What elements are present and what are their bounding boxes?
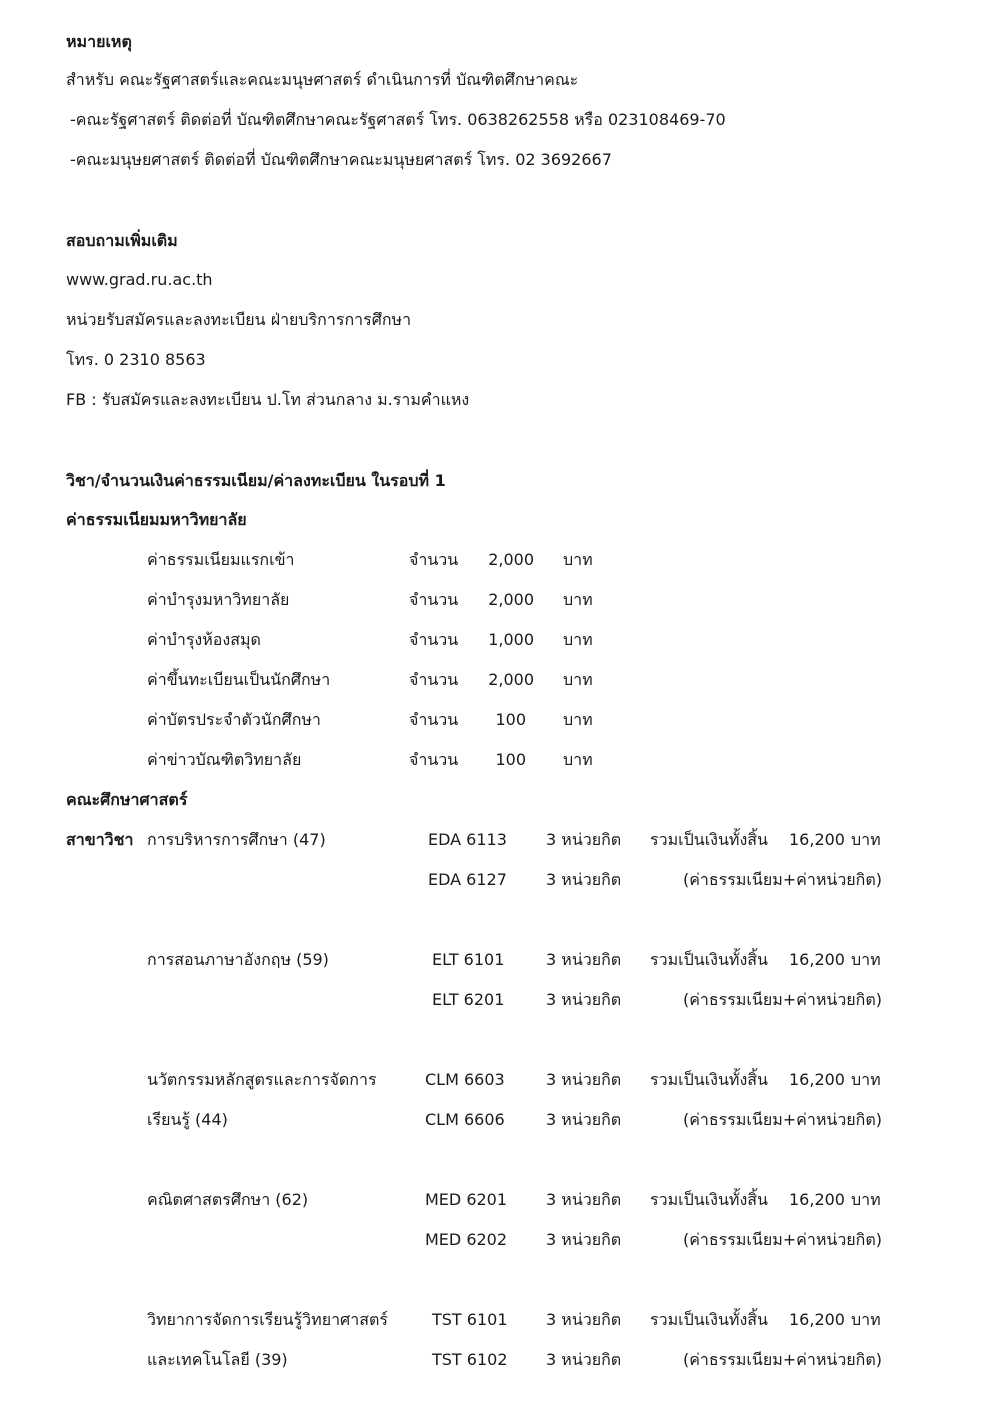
major-label: สาขาวิชา bbox=[66, 830, 134, 849]
faculty-title: คณะศึกษาศาสตร์ bbox=[66, 790, 188, 809]
course-credits: 3 หน่วยกิต bbox=[546, 1110, 622, 1129]
course-credits: 3 หน่วยกิต bbox=[546, 1070, 622, 1089]
fee-name: ค่าธรรมเนียมแรกเข้า bbox=[147, 550, 295, 569]
fee-amount: 2,000 bbox=[488, 670, 534, 689]
course-code: ELT 6201 bbox=[432, 990, 505, 1009]
contact-phone: โทร. 0 2310 8563 bbox=[66, 350, 206, 369]
total-unit: บาท bbox=[851, 1190, 881, 1209]
fee-unit: บาท bbox=[563, 550, 593, 569]
course-code: ELT 6101 bbox=[432, 950, 505, 969]
course-credits: 3 หน่วยกิต bbox=[546, 990, 622, 1009]
notes-line-3: -คณะมนุษยศาสตร์ ติดต่อที่ บัณฑิตศึกษาคณะมนุษยศาสตร์ โทร. 02 3692667 bbox=[70, 150, 612, 169]
total-unit: บาท bbox=[851, 830, 881, 849]
contact-heading: สอบถามเพิ่มเติม bbox=[66, 231, 178, 250]
course-credits: 3 หน่วยกิต bbox=[546, 950, 622, 969]
fee-qty-label: จำนวน bbox=[409, 550, 459, 569]
contact-website[interactable]: www.grad.ru.ac.th bbox=[66, 270, 213, 289]
fee-unit: บาท bbox=[563, 590, 593, 609]
total-note: (ค่าธรรมเนียม+ค่าหน่วยกิต) bbox=[682, 870, 882, 889]
course-code: EDA 6113 bbox=[428, 830, 507, 849]
fee-amount: 2,000 bbox=[488, 590, 534, 609]
total-label: รวมเป็นเงินทั้งสิ้น bbox=[650, 830, 768, 849]
total-amount: 16,200 bbox=[789, 950, 845, 969]
fee-name: ค่าบำรุงมหาวิทยาลัย bbox=[147, 590, 290, 609]
total-label: รวมเป็นเงินทั้งสิ้น bbox=[650, 1190, 768, 1209]
course-credits: 3 หน่วยกิต bbox=[546, 1190, 622, 1209]
total-amount: 16,200 bbox=[789, 830, 845, 849]
course-credits: 3 หน่วยกิต bbox=[546, 1310, 622, 1329]
total-amount: 16,200 bbox=[789, 1190, 845, 1209]
fee-name: ค่าบัตรประจำตัวนักศึกษา bbox=[147, 710, 321, 729]
total-unit: บาท bbox=[851, 1070, 881, 1089]
course-code: TST 6102 bbox=[432, 1350, 508, 1369]
notes-heading: หมายเหตุ bbox=[66, 32, 132, 51]
total-label: รวมเป็นเงินทั้งสิ้น bbox=[650, 1070, 768, 1089]
fee-unit: บาท bbox=[563, 710, 593, 729]
university-fees-title: ค่าธรรมเนียมมหาวิทยาลัย bbox=[66, 510, 247, 529]
fee-amount: 2,000 bbox=[488, 550, 534, 569]
fee-amount: 1,000 bbox=[488, 630, 534, 649]
fee-qty-label: จำนวน bbox=[409, 590, 459, 609]
contact-facebook: FB : รับสมัครและลงทะเบียน ป.โท ส่วนกลาง ม.รามคำแหง bbox=[66, 390, 470, 409]
program-name: วิทยาการจัดการเรียนรู้วิทยาศาสตร์ bbox=[147, 1310, 388, 1329]
total-label: รวมเป็นเงินทั้งสิ้น bbox=[650, 950, 768, 969]
course-credits: 3 หน่วยกิต bbox=[546, 870, 622, 889]
fee-amount: 100 bbox=[495, 750, 526, 769]
fee-unit: บาท bbox=[563, 630, 593, 649]
program-name-cont: และเทคโนโลยี (39) bbox=[147, 1350, 288, 1369]
total-amount: 16,200 bbox=[789, 1310, 845, 1329]
fee-name: ค่าบำรุงห้องสมุด bbox=[147, 630, 261, 649]
program-name: การบริหารการศึกษา (47) bbox=[147, 830, 326, 849]
fee-unit: บาท bbox=[563, 750, 593, 769]
notes-line-1: สำหรับ คณะรัฐศาสตร์และคณะมนุษศาสตร์ ดำเนินการที่ บัณฑิตศึกษาคณะ bbox=[66, 70, 579, 89]
fee-qty-label: จำนวน bbox=[409, 670, 459, 689]
fees-section-title: วิชา/จำนวนเงินค่าธรรมเนียม/ค่าลงทะเบียน ในรอบที่ 1 bbox=[66, 471, 446, 490]
total-unit: บาท bbox=[851, 1310, 881, 1329]
fee-name: ค่าข่าวบัณฑิตวิทยาลัย bbox=[147, 750, 302, 769]
total-label: รวมเป็นเงินทั้งสิ้น bbox=[650, 1310, 768, 1329]
course-credits: 3 หน่วยกิต bbox=[546, 1350, 622, 1369]
fee-qty-label: จำนวน bbox=[409, 750, 459, 769]
course-code: CLM 6603 bbox=[425, 1070, 505, 1089]
fee-qty-label: จำนวน bbox=[409, 630, 459, 649]
program-name: คณิตศาสตรศึกษา (62) bbox=[147, 1190, 309, 1209]
program-name-cont: เรียนรู้ (44) bbox=[147, 1110, 228, 1129]
course-code: CLM 6606 bbox=[425, 1110, 505, 1129]
fee-qty-label: จำนวน bbox=[409, 710, 459, 729]
total-note: (ค่าธรรมเนียม+ค่าหน่วยกิต) bbox=[682, 1110, 882, 1129]
notes-line-2: -คณะรัฐศาสตร์ ติดต่อที่ บัณฑิตศึกษาคณะรัฐศาสตร์ โทร. 0638262558 หรือ 023108469-70 bbox=[70, 110, 726, 129]
course-code: EDA 6127 bbox=[428, 870, 507, 889]
total-unit: บาท bbox=[851, 950, 881, 969]
fee-unit: บาท bbox=[563, 670, 593, 689]
total-note: (ค่าธรรมเนียม+ค่าหน่วยกิต) bbox=[682, 1230, 882, 1249]
course-code: MED 6201 bbox=[425, 1190, 508, 1209]
total-note: (ค่าธรรมเนียม+ค่าหน่วยกิต) bbox=[682, 990, 882, 1009]
contact-unit: หน่วยรับสมัครและลงทะเบียน ฝ่ายบริการการศึกษา bbox=[66, 310, 412, 329]
course-credits: 3 หน่วยกิต bbox=[546, 830, 622, 849]
total-note: (ค่าธรรมเนียม+ค่าหน่วยกิต) bbox=[682, 1350, 882, 1369]
total-amount: 16,200 bbox=[789, 1070, 845, 1089]
course-code: MED 6202 bbox=[425, 1230, 508, 1249]
program-name: นวัตกรรมหลักสูตรและการจัดการ bbox=[147, 1070, 377, 1089]
course-code: TST 6101 bbox=[432, 1310, 508, 1329]
program-name: การสอนภาษาอังกฤษ (59) bbox=[147, 950, 329, 969]
fee-amount: 100 bbox=[495, 710, 526, 729]
fee-name: ค่าขึ้นทะเบียนเป็นนักศึกษา bbox=[147, 670, 331, 689]
course-credits: 3 หน่วยกิต bbox=[546, 1230, 622, 1249]
